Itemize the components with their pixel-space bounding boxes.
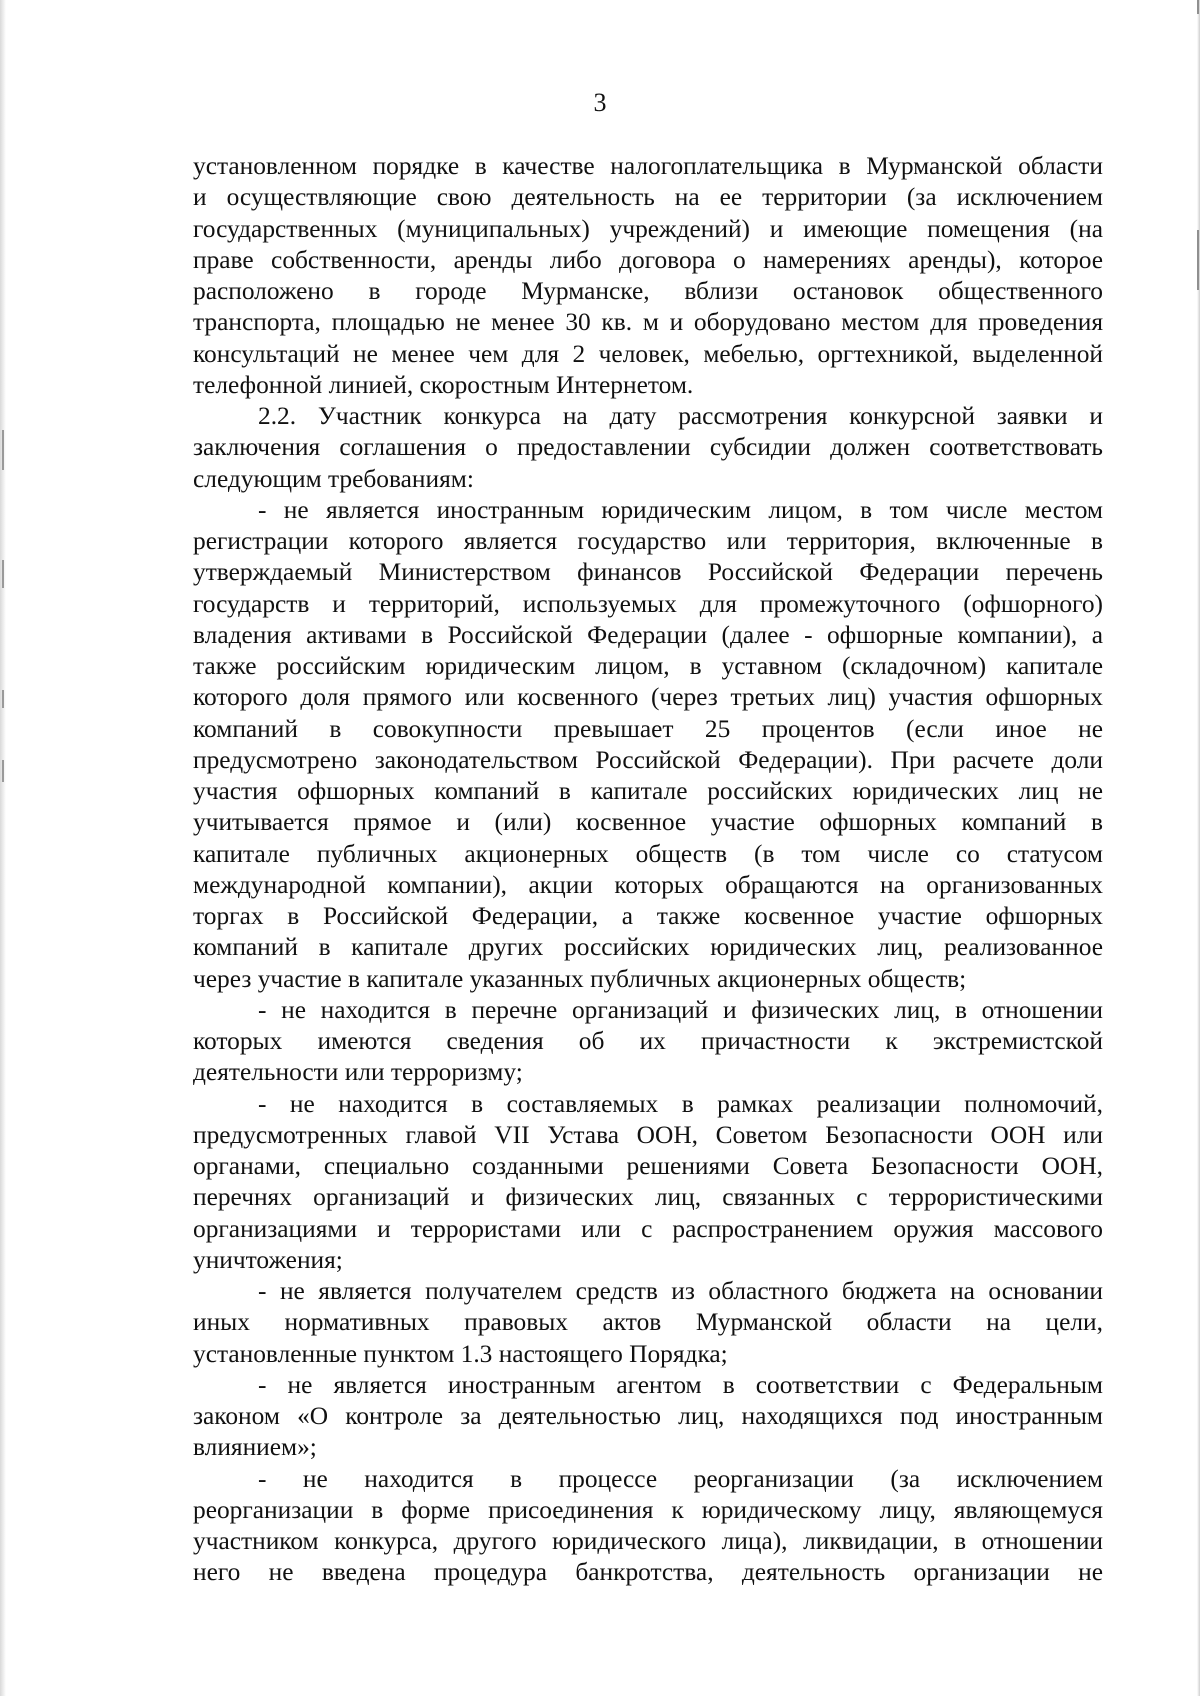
text-line: государственных (муниципальных) учреждений) и имеющие помещения (на — [193, 214, 1103, 243]
text-line: реорганизации в форме присоединения к юридическому лицу, являющемуся — [193, 1495, 1103, 1524]
text-line: организациями и террористами или с распространением оружия массового — [193, 1214, 1103, 1243]
text-line: расположено в городе Мурманске, вблизи остановок общественного — [193, 277, 1103, 305]
text-line: торгах в Российской Федерации, а также косвенное участие офшорных — [193, 902, 1103, 930]
text-line: предусмотренных главой VII Устава ООН, Советом Безопасности ООН или — [193, 1120, 1103, 1149]
text-line: деятельности или терроризму; — [193, 1058, 523, 1087]
text-line: консультаций не менее чем для 2 человек, мебелью, оргтехникой, выделенной — [193, 339, 1103, 368]
text-line: иных нормативных правовых актов Мурманской области на цели, — [193, 1308, 1103, 1337]
list-item-line: - не является иностранным юридическим лицом, в том числе местом — [258, 495, 1103, 524]
text-line: него не введена процедура банкротства, деятельность организации не — [193, 1558, 1103, 1587]
list-item-line: - не находится в составляемых в рамках реализации полномочий, — [258, 1089, 1103, 1118]
text-line: установленном порядке в качестве налогоплательщика в Мурманской области — [193, 152, 1103, 180]
text-line: органами, специально созданными решениями Совета Безопасности ООН, — [193, 1152, 1103, 1180]
scan-artifact — [2, 430, 4, 470]
text-line: следующим требованиям: — [193, 464, 474, 493]
list-item-line: - не является иностранным агентом в соответствии с Федеральным — [258, 1370, 1103, 1399]
text-line: и осуществляющие свою деятельность на ее территории (за исключением — [193, 183, 1103, 212]
text-line: влиянием»; — [193, 1433, 317, 1462]
text-line: компаний в совокупности превышает 25 процентов (если иное не — [193, 714, 1103, 743]
text-line: транспорта, площадью не менее 30 кв. м и оборудовано местом для проведения — [193, 308, 1103, 337]
text-line: законом «О контроле за деятельностью лиц, находящихся под иностранным — [193, 1402, 1103, 1430]
list-item-line: - не находится в процессе реорганизации (за исключением — [258, 1464, 1103, 1493]
text-line: участия офшорных компаний в капитале российских юридических лиц не — [193, 777, 1103, 805]
text-line: через участие в капитале указанных публичных акционерных обществ; — [193, 964, 967, 993]
list-item-line: - не является получателем средств из областного бюджета на основании — [258, 1277, 1103, 1305]
text-line: заключения соглашения о предоставлении субсидии должен соответствовать — [193, 433, 1103, 462]
scan-left-edge — [0, 0, 6, 1696]
text-line: предусмотрено законодательством Российской Федерации). При расчете доли — [193, 745, 1103, 774]
text-line: перечнях организаций и физических лиц, связанных с террористическими — [193, 1183, 1103, 1212]
text-line: владения активами в Российской Федерации (далее - офшорные компании), а — [193, 620, 1103, 649]
text-line: телефонной линией, скоростным Интернетом. — [193, 370, 694, 399]
scan-artifact — [1197, 0, 1199, 14]
scan-artifact — [2, 690, 4, 708]
text-line: компаний в капитале других российских юридических лиц, реализованное — [193, 933, 1103, 962]
list-item-line: - не находится в перечне организаций и физических лиц, в отношении — [258, 995, 1103, 1024]
scan-artifact — [2, 560, 4, 588]
scan-artifact — [2, 760, 4, 782]
text-line: международной компании), акции которых обращаются на организованных — [193, 870, 1103, 899]
text-line: участником конкурса, другого юридического лица), ликвидации, в отношении — [193, 1527, 1103, 1555]
text-line: капитале публичных акционерных обществ (в том числе со статусом — [193, 839, 1103, 868]
text-line: праве собственности, аренды либо договора о намерениях аренды), которое — [193, 245, 1103, 274]
text-line: которого доля прямого или косвенного (через третьих лиц) участия офшорных — [193, 683, 1103, 712]
text-line: также российским юридическим лицом, в уставном (складочном) капитале — [193, 652, 1103, 680]
text-line: учитывается прямое и (или) косвенное участие офшорных компаний в — [193, 808, 1103, 837]
text-line: регистрации которого является государство или территория, включенные в — [193, 527, 1103, 555]
scan-artifact — [1197, 230, 1199, 290]
text-line: государств и территорий, используемых для промежуточного (офшорного) — [193, 589, 1103, 618]
text-line: установленные пунктом 1.3 настоящего Порядка; — [193, 1339, 728, 1368]
paragraph-heading-line: 2.2. Участник конкурса на дату рассмотрения конкурсной заявки и — [258, 402, 1103, 430]
text-line: уничтожения; — [193, 1245, 343, 1274]
page-number: 3 — [593, 88, 607, 117]
document-body — [193, 151, 1103, 1589]
text-line: которых имеются сведения об их причастности к экстремистской — [193, 1027, 1103, 1055]
text-line: утверждаемый Министерством финансов Российской Федерации перечень — [193, 558, 1103, 587]
